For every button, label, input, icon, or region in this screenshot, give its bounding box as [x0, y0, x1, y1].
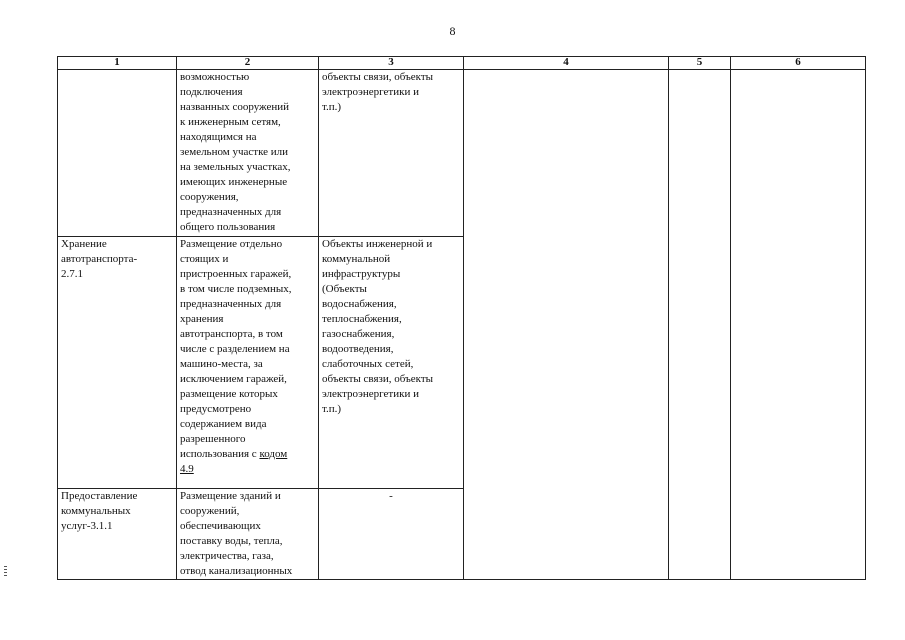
- code-reference-line: [180, 447, 315, 462]
- text-line: автотранспорта-: [61, 253, 138, 265]
- text-line: электроэнергетики и: [322, 86, 419, 98]
- column-header-1: 1: [58, 57, 177, 70]
- text-line: автотранспорта, в том: [180, 328, 283, 340]
- text-line: находящимся на: [180, 131, 257, 143]
- margin-mark: [4, 575, 7, 576]
- text-line: земельном участке или: [180, 146, 289, 158]
- cell-c3: [319, 237, 464, 489]
- column-header-3: 3: [319, 57, 464, 70]
- cell-c2: [177, 70, 319, 237]
- text-line: 2.7.1: [61, 268, 83, 280]
- text-line: объекты связи, объекты: [322, 373, 434, 385]
- text-line: поставку воды, тепла,: [180, 535, 283, 547]
- cell-c2: [177, 237, 319, 489]
- text-line: к инженерным сетям,: [180, 116, 281, 128]
- text-line: разрешенного: [180, 433, 246, 445]
- text-line: содержанием вида: [180, 418, 267, 430]
- text-line: теплоснабжения,: [322, 313, 402, 325]
- text-line: исключением гаражей,: [180, 373, 287, 385]
- cell-c4: [464, 70, 669, 580]
- cell-c1: [58, 70, 177, 237]
- text-line: в том числе подземных,: [180, 283, 292, 295]
- text-line: водоотведения,: [322, 343, 394, 355]
- text-line: т.п.): [322, 403, 342, 415]
- text-line: Размещение отдельно: [180, 238, 283, 250]
- text-line: имеющих инженерные: [180, 176, 288, 188]
- text-line: предусмотрено: [180, 403, 252, 415]
- code-reference-prefix: использования с: [180, 448, 260, 460]
- text-line: услуг-3.1.1: [61, 520, 113, 532]
- page-number: 8: [449, 24, 456, 38]
- text-line: водоснабжения,: [322, 298, 397, 310]
- text-line: предназначенных для: [180, 298, 282, 310]
- text-line: машино-места, за: [180, 358, 263, 370]
- text-line: Объекты инженерной и: [322, 238, 433, 250]
- text-line: сооружений,: [180, 505, 240, 517]
- text-line: стоящих и: [180, 253, 229, 265]
- text-line: возможностью: [180, 71, 250, 83]
- text-line: (Объекты: [322, 283, 367, 295]
- text-line: слаботочных сетей,: [322, 358, 414, 370]
- column-header-4: 4: [464, 57, 669, 70]
- text-line: на земельных участках,: [180, 161, 291, 173]
- cell-c3: [319, 70, 464, 237]
- text-line: общего пользования: [180, 221, 276, 233]
- text-line: обеспечивающих: [180, 520, 261, 532]
- cell-c1: [58, 489, 177, 580]
- column-header-6: 6: [731, 57, 866, 70]
- text-line: электричества, газа,: [180, 550, 274, 562]
- text-line: коммунальных: [61, 505, 131, 517]
- text-line: Хранение: [61, 238, 107, 250]
- text-line: объекты связи, объекты: [322, 71, 434, 83]
- text-line: Размещение зданий и: [180, 490, 281, 502]
- cell-c5: [669, 70, 731, 580]
- column-header-5: 5: [669, 57, 731, 70]
- text-line: Предоставление: [61, 490, 138, 502]
- text-line: размещение которых: [180, 388, 278, 400]
- text-line: числе с разделением на: [180, 343, 290, 355]
- cell-c2: [177, 489, 319, 580]
- header-row: [58, 57, 866, 70]
- text-line: т.п.): [322, 101, 342, 113]
- text-line: хранения: [180, 313, 224, 325]
- margin-mark: [4, 566, 7, 567]
- text-line: газоснабжения,: [322, 328, 395, 340]
- cell-c1: [58, 237, 177, 489]
- text-line: коммунальной: [322, 253, 391, 265]
- code-reference-number[interactable]: 4.9: [180, 463, 194, 475]
- text-line: электроэнергетики и: [322, 388, 419, 400]
- margin-mark: [4, 569, 7, 570]
- text-line: названных сооружений: [180, 101, 290, 113]
- cell-c3: -: [319, 489, 464, 580]
- code-reference-link[interactable]: кодом: [259, 448, 288, 460]
- text-line: подключения: [180, 86, 243, 98]
- column-header-2: 2: [177, 57, 319, 70]
- text-line: сооружения,: [180, 191, 239, 203]
- text-line: отвод канализационных: [180, 565, 293, 577]
- text-line: пристроенных гаражей,: [180, 268, 292, 280]
- cell-c6: [731, 70, 866, 580]
- document-table: [57, 56, 866, 580]
- text-line: предназначенных для: [180, 206, 282, 218]
- margin-mark: [4, 572, 7, 573]
- table-row: [58, 70, 866, 237]
- text-line: инфраструктуры: [322, 268, 401, 280]
